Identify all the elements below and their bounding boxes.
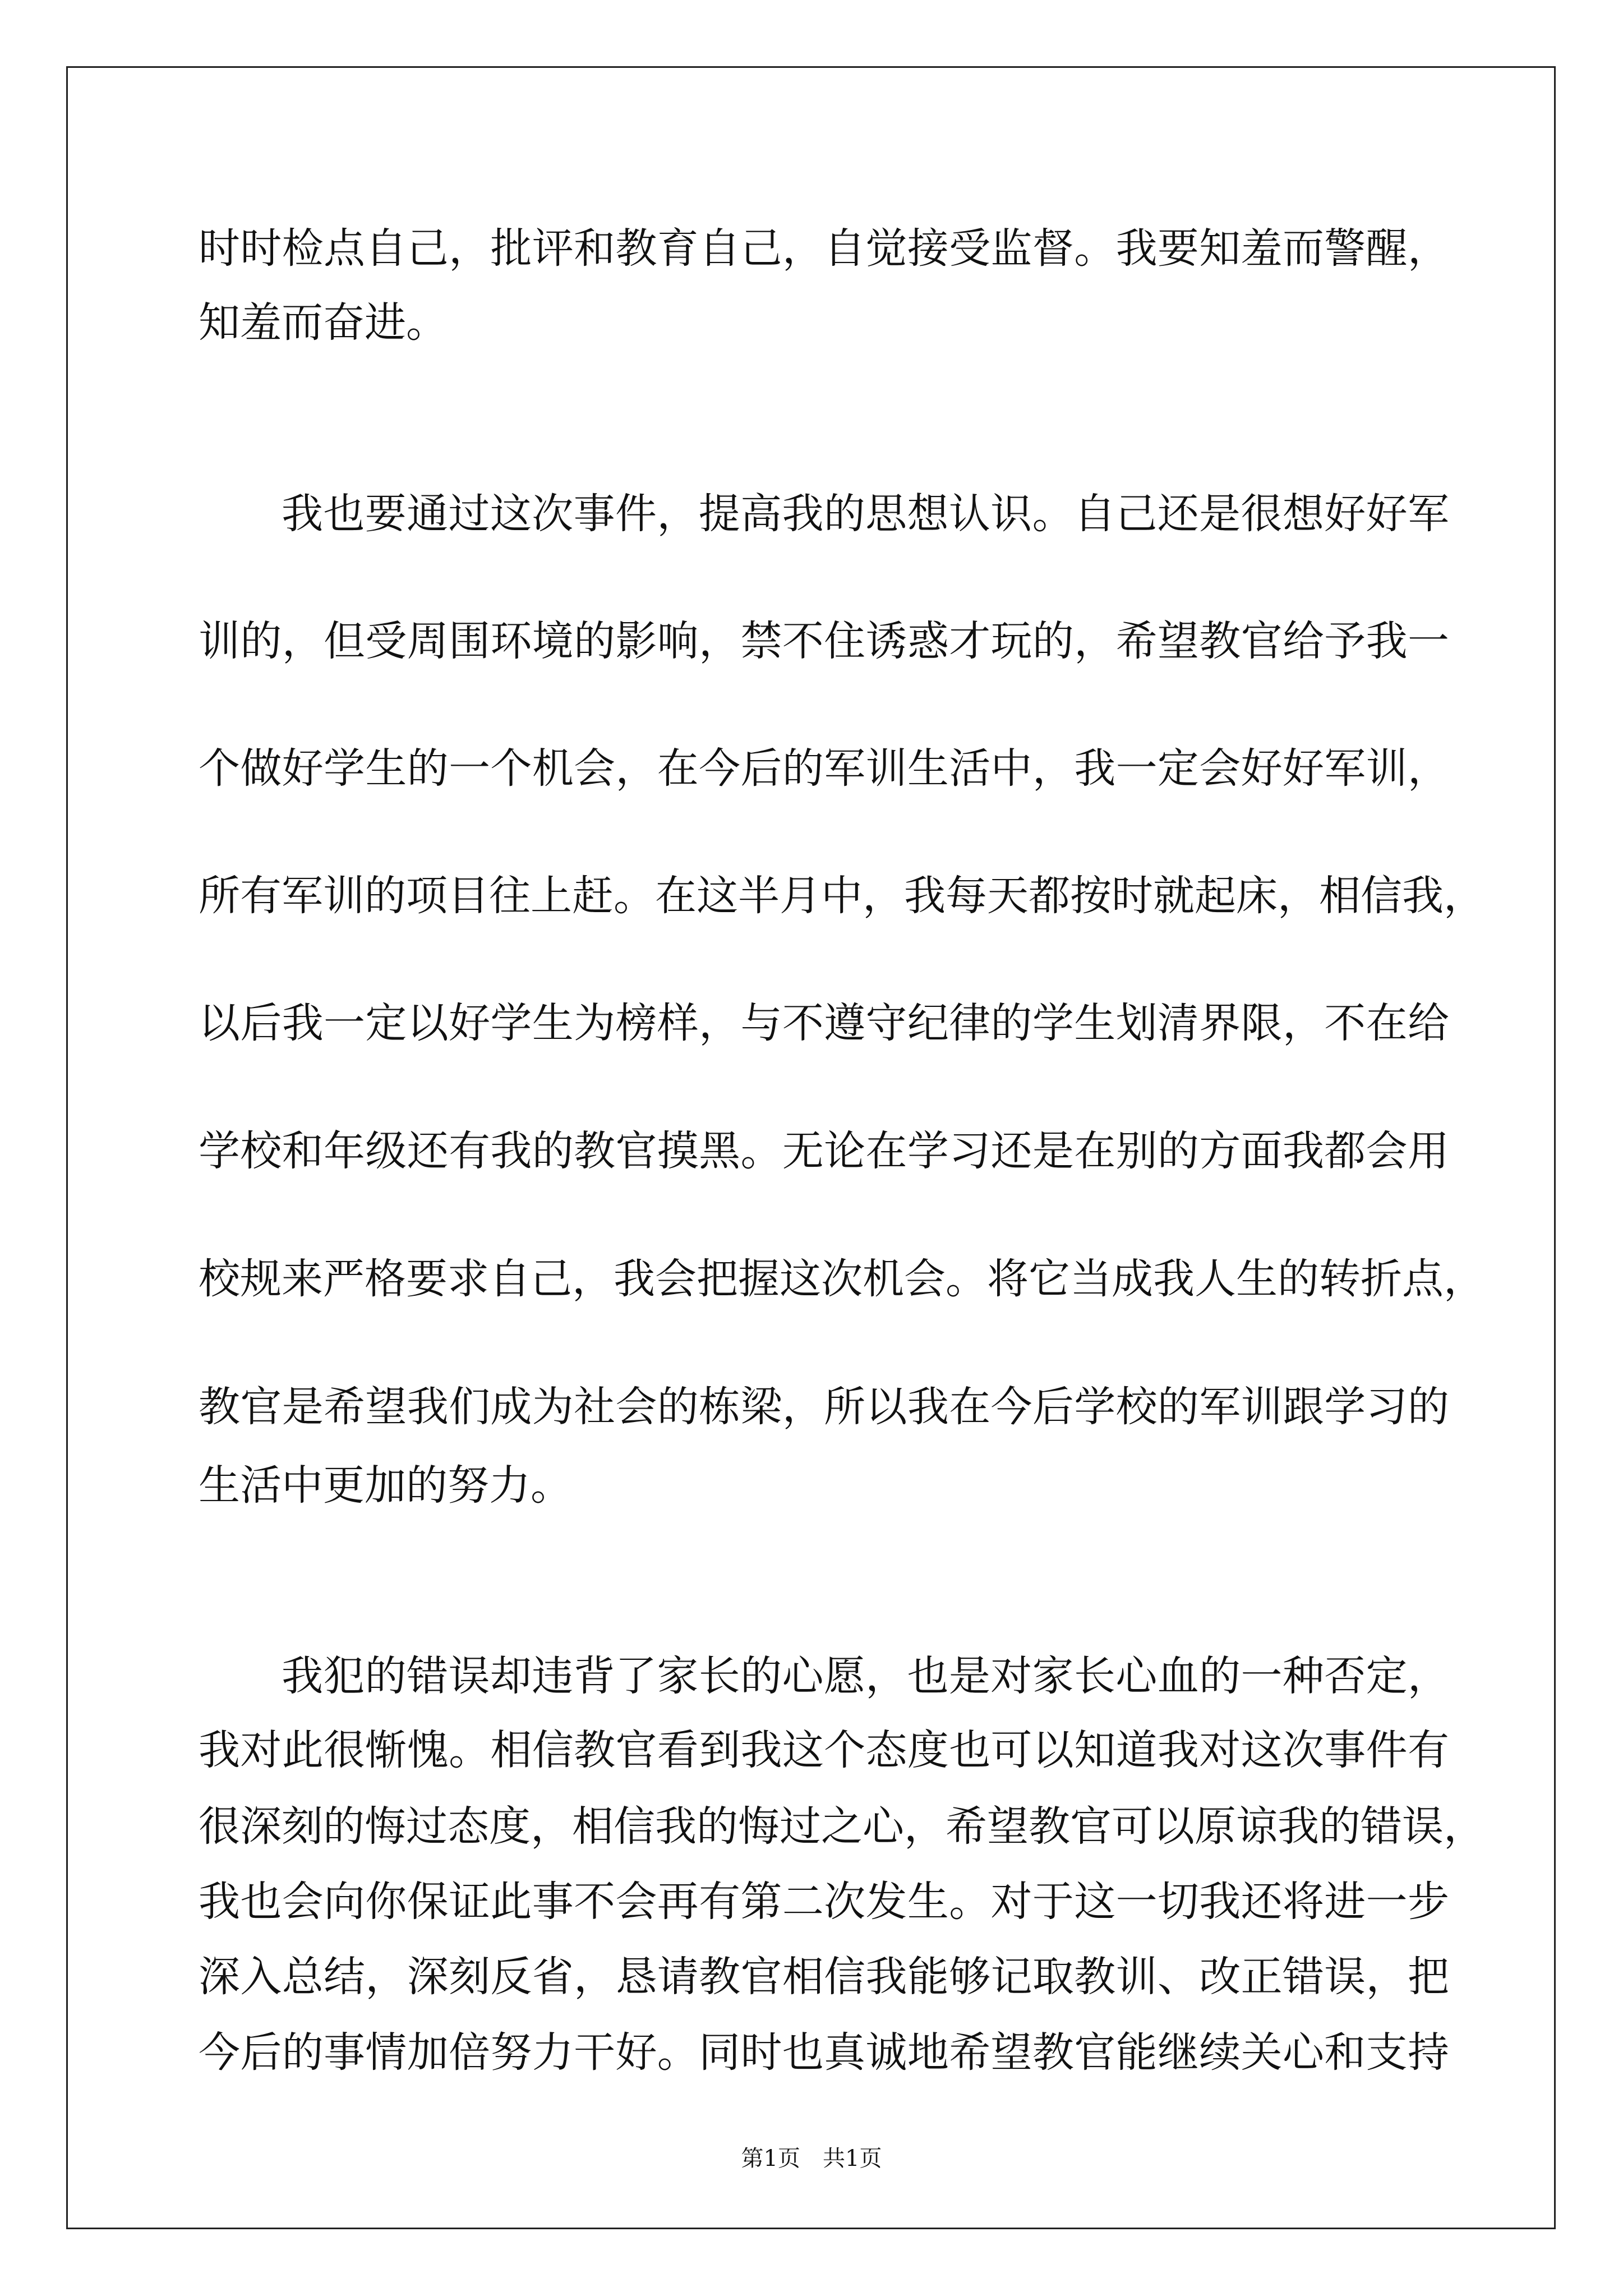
page-footer	[0, 2143, 1623, 2174]
text-line: 个做好学生的一个机会，在今后的军训生活中，我一定会好好军训，	[199, 744, 1449, 793]
text-line: 训的，但受周围环境的影响，禁不住诱惑才玩的，希望教官给予我一	[199, 617, 1449, 665]
text-line: 我也会向你保证此事不会再有第二次发生。对于这一切我还将进一步	[199, 1878, 1449, 1926]
text-line: 今后的事情加倍努力干好。同时也真诚地希望教官能继续关心和支持	[199, 2028, 1449, 2077]
text-line: 我也要通过这次事件，提高我的思想认识。自己还是很想好好军	[282, 490, 1449, 538]
text-line: 知羞而奋进。	[199, 298, 448, 347]
text-line: 教官是希望我们成为社会的栋梁，所以我在今后学校的军训跟学习的	[199, 1383, 1449, 1431]
text-line: 时时检点自己，批评和教育自己，自觉接受监督。我要知羞而警醒，	[199, 224, 1449, 273]
text-line: 生活中更加的努力。	[199, 1461, 572, 1510]
text-line: 我对此很惭愧。相信教官看到我这个态度也可以知道我对这次事件有	[199, 1726, 1449, 1774]
page-total: 共1页	[823, 2146, 882, 2171]
text-line: 以后我一定以好学生为榜样，与不遵守纪律的学生划清界限，不在给	[199, 999, 1449, 1047]
page-number: 第1页	[741, 2146, 800, 2171]
text-line: 我犯的错误却违背了家长的心愿，也是对家长心血的一种否定，	[282, 1652, 1449, 1700]
text-line: 校规来严格要求自己，我会把握这次机会。将它当成我人生的转折点，	[199, 1255, 1485, 1303]
text-line: 所有军训的项目往上赶。在这半月中，我每天都按时就起床，相信我，	[199, 872, 1485, 920]
text-line: 学校和年级还有我的教官摸黑。无论在学习还是在别的方面我都会用	[199, 1127, 1449, 1175]
text-line: 深入总结，深刻反省，恳请教官相信我能够记取教训、改正错误，把	[199, 1953, 1449, 2001]
text-line: 很深刻的悔过态度，相信我的悔过之心，希望教官可以原谅我的错误，	[199, 1802, 1485, 1851]
